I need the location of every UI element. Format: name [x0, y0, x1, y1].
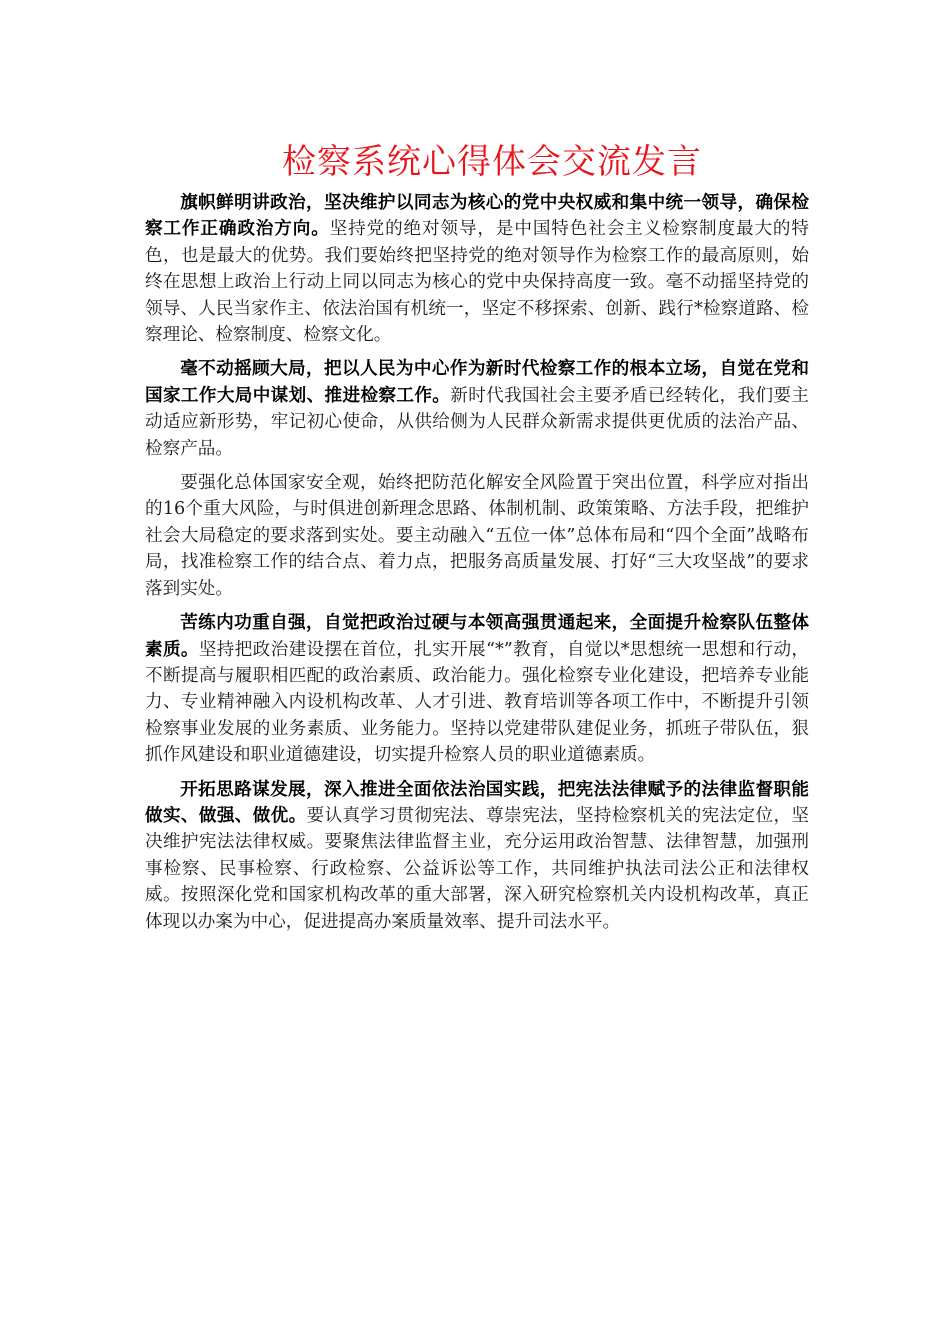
- paragraph-5-lead: 开拓思路谋发展，深入推进全面依法治国实践，把宪法法律赋予的法律监督职能做实、做强、做优。: [145, 778, 809, 826]
- paragraph-5-body: 要认真学习贯彻宪法、尊崇宪法，坚持检察机关的宪法定位，坚决维护宪法法律权威。要聚焦法律监督主业，充分运用政治智慧、法律智慧，加强刑事检察、民事检察、行政检察、公益诉讼等工作，共同维护执法司法公正和法律权威。按照深化党和国家机构改革的重大部署，深入研究检察机关内设机构改革，真正体现以办案为中心，促进提高办案质量效率、提升司法水平。: [145, 805, 809, 932]
- paragraph-3-body: 要强化总体国家安全观，始终把防范化解安全风险置于突出位置，科学应对指出的16个重大风险，与时俱进创新理念思路、体制机制、政策策略、方法手段，把维护社会大局稳定的要求落到实处。要主动融入“五位一体”总体布局和“四个全面”战略布局，找准检察工作的结合点、着力点，把服务高质量发展、打好“三大攻坚战”的要求落到实处。: [145, 473, 809, 599]
- paragraph-4-lead: 苦练内功重自强，自觉把政治过硬与本领高强贯通起来，全面提升检察队伍整体素质。: [145, 612, 809, 660]
- paragraph-4-body: 坚持把政治建设摆在首位，扎实开展“*”教育，自觉以*思想统一思想和行动，不断提高与履职相匹配的政治素质、政治能力。强化检察专业化建设，把培养专业能力、专业精神融入内设机构改革、人才引进、教育培训等各项工作中，不断提升引领检察事业发展的业务素质、业务能力。坚持以党建带队建促业务，抓班子带队伍，狠抓作风建设和职业道德建设，切实提升检察人员的职业道德素质。: [145, 639, 809, 766]
- paragraph-1: [145, 190, 809, 348]
- paragraph-2-body: 新时代我国社会主要矛盾已经转化，我们要主动适应新形势，牢记初心使命，从供给侧为人民群众新需求提供更优质的法治产品、检察产品。: [145, 385, 809, 459]
- paragraph-2: [145, 356, 809, 462]
- document-title: 检察系统心得体会交流发言: [282, 142, 702, 182]
- paragraph-5: [145, 777, 809, 935]
- paragraph-4: [145, 610, 809, 768]
- paragraph-2-lead: 毫不动摇顾大局，把以人民为中心作为新时代检察工作的根本立场，自觉在党和国家工作大局中谋划、推进检察工作。: [145, 358, 809, 406]
- paragraph-1-lead: 旗帜鲜明讲政治，坚决维护以同志为核心的党中央权威和集中统一领导，确保检察工作正确政治方向。: [145, 192, 809, 240]
- document-page: [145, 140, 809, 943]
- paragraph-3: [145, 470, 809, 602]
- paragraph-1-body: 坚持党的绝对领导，是中国特色社会主义检察制度最大的特色，也是最大的优势。我们要始终把坚持党的绝对领导作为检察工作的最高原则，始终在思想上政治上行动上同以同志为核心的党中央保持高度一致。毫不动摇坚持党的领导、人民当家作主、依法治国有机统一，坚定不移探索、创新、践行*检察道路、检察理论、检察制度、检察文化。: [145, 219, 809, 346]
